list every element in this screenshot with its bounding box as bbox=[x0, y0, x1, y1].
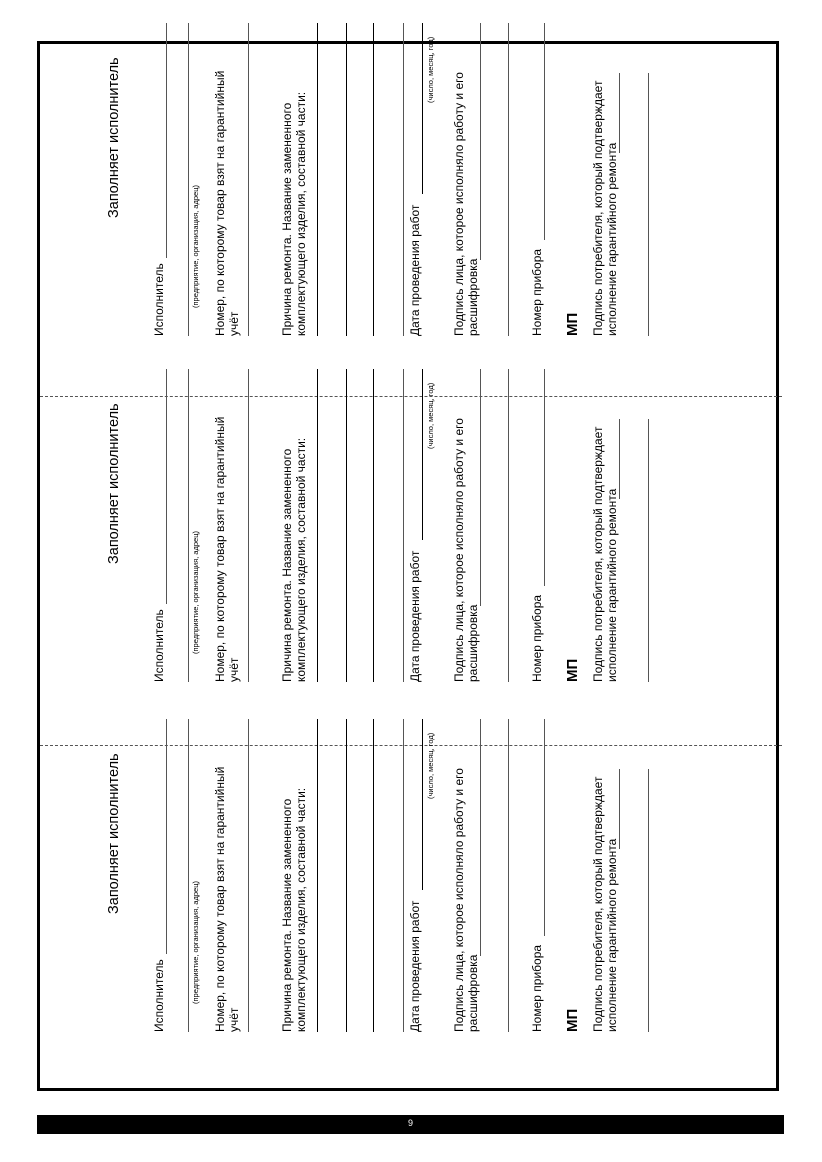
consumer-signature-label: Подпись потребителя, который подтверждает bbox=[591, 80, 605, 336]
stamp-placeholder: МП bbox=[564, 1008, 581, 1032]
repair-reason-field[interactable] bbox=[317, 719, 318, 1032]
repair-reason-field[interactable] bbox=[317, 23, 318, 336]
executor-hint: (предприятие, организация, адрец) bbox=[191, 531, 200, 654]
repair-reason-label: Причина ремонта. Название замененного bbox=[280, 448, 294, 682]
signature-label-2: расшифровка bbox=[466, 954, 480, 1032]
repair-reason-label-2: комплектующего изделия, составной части: bbox=[294, 437, 308, 682]
consumer-signature-label-2: исполнение гарантийного ремонта bbox=[605, 488, 619, 682]
warranty-coupon-sheet bbox=[37, 36, 779, 1091]
consumer-signature-field[interactable] bbox=[619, 73, 620, 153]
consumer-signature-field[interactable] bbox=[619, 419, 620, 499]
warranty-number-field[interactable] bbox=[248, 369, 249, 682]
repair-reason-field-4[interactable] bbox=[403, 23, 404, 336]
repair-reason-field-2[interactable] bbox=[346, 719, 347, 1032]
device-number-field[interactable] bbox=[544, 23, 545, 240]
device-number-label: Номер прибора bbox=[530, 944, 544, 1032]
warranty-number-label: Номер, по которому товар взят на гарантийный bbox=[213, 70, 227, 336]
repair-reason-field-2[interactable] bbox=[346, 23, 347, 336]
executor-field[interactable] bbox=[166, 719, 167, 954]
work-date-field[interactable] bbox=[422, 23, 423, 194]
consumer-signature-label-2: исполнение гарантийного ремонта bbox=[605, 838, 619, 1032]
work-date-hint: (число, месяц, год) bbox=[426, 36, 435, 103]
signature-label-2: расшифровка bbox=[466, 258, 480, 336]
warranty-number-label-2: учёт bbox=[227, 311, 241, 336]
repair-reason-label: Причина ремонта. Название замененного bbox=[280, 798, 294, 1032]
page-footer bbox=[37, 1115, 784, 1134]
repair-reason-label: Причина ремонта. Название замененного bbox=[280, 102, 294, 336]
consumer-signature-field-2[interactable] bbox=[648, 769, 649, 1032]
repair-reason-label-2: комплектующего изделия, составной части: bbox=[294, 787, 308, 1032]
work-date-label: Дата проведения работ bbox=[408, 900, 422, 1032]
warranty-number-field[interactable] bbox=[248, 23, 249, 336]
executor-label: Исполнитель bbox=[152, 263, 166, 336]
work-date-field[interactable] bbox=[422, 719, 423, 890]
signature-field[interactable] bbox=[480, 369, 481, 606]
executor-field[interactable] bbox=[166, 23, 167, 258]
executor-hint: (предприятие, организация, адрец) bbox=[191, 185, 200, 308]
stamp-placeholder: МП bbox=[564, 312, 581, 336]
executor-label: Исполнитель bbox=[152, 609, 166, 682]
consumer-signature-label-2: исполнение гарантийного ремонта bbox=[605, 142, 619, 336]
work-date-hint: (число, месяц, год) bbox=[426, 732, 435, 799]
consumer-signature-field-2[interactable] bbox=[648, 73, 649, 336]
executor-field-2[interactable] bbox=[188, 719, 189, 1032]
signature-field-2[interactable] bbox=[508, 369, 509, 682]
signature-field[interactable] bbox=[480, 23, 481, 260]
executor-field-2[interactable] bbox=[188, 369, 189, 682]
repair-reason-field-2[interactable] bbox=[346, 369, 347, 682]
repair-reason-field-3[interactable] bbox=[373, 369, 374, 682]
signature-field[interactable] bbox=[480, 719, 481, 956]
repair-reason-field-4[interactable] bbox=[403, 369, 404, 682]
signature-label: Подпись лица, которое исполняло работу и его bbox=[452, 72, 466, 336]
executor-field-2[interactable] bbox=[188, 23, 189, 336]
device-number-label: Номер прибора bbox=[530, 594, 544, 682]
device-number-field[interactable] bbox=[544, 719, 545, 936]
stamp-placeholder: МП bbox=[564, 658, 581, 682]
warranty-number-label-2: учёт bbox=[227, 657, 241, 682]
warranty-number-field[interactable] bbox=[248, 719, 249, 1032]
consumer-signature-label: Подпись потребителя, который подтверждает bbox=[591, 426, 605, 682]
cut-line bbox=[40, 396, 782, 397]
warranty-number-label: Номер, по которому товар взят на гарантийный bbox=[213, 416, 227, 682]
consumer-signature-label: Подпись потребителя, который подтверждает bbox=[591, 776, 605, 1032]
device-number-label: Номер прибора bbox=[530, 248, 544, 336]
warranty-number-label: Номер, по которому товар взят на гарантийный bbox=[213, 766, 227, 1032]
executor-hint: (предприятие, организация, адрец) bbox=[191, 881, 200, 1004]
work-date-label: Дата проведения работ bbox=[408, 550, 422, 682]
signature-label: Подпись лица, которое исполняло работу и его bbox=[452, 418, 466, 682]
signature-field-2[interactable] bbox=[508, 719, 509, 1032]
executor-field[interactable] bbox=[166, 369, 167, 604]
consumer-signature-field[interactable] bbox=[619, 769, 620, 849]
repair-reason-field[interactable] bbox=[317, 369, 318, 682]
repair-reason-field-3[interactable] bbox=[373, 719, 374, 1032]
work-date-field[interactable] bbox=[422, 369, 423, 540]
work-date-hint: (число, месяц, год) bbox=[426, 382, 435, 449]
repair-reason-field-4[interactable] bbox=[403, 719, 404, 1032]
coupon-title: Заполняет исполнитель bbox=[106, 753, 122, 914]
coupon-title: Заполняет исполнитель bbox=[106, 57, 122, 218]
warranty-number-label-2: учёт bbox=[227, 1007, 241, 1032]
signature-field-2[interactable] bbox=[508, 23, 509, 336]
consumer-signature-field-2[interactable] bbox=[648, 419, 649, 682]
device-number-field[interactable] bbox=[544, 369, 545, 586]
signature-label: Подпись лица, которое исполняло работу и его bbox=[452, 768, 466, 1032]
work-date-label: Дата проведения работ bbox=[408, 204, 422, 336]
cut-line bbox=[40, 745, 782, 746]
coupon-title: Заполняет исполнитель bbox=[106, 403, 122, 564]
repair-reason-label-2: комплектующего изделия, составной части: bbox=[294, 91, 308, 336]
signature-label-2: расшифровка bbox=[466, 604, 480, 682]
executor-label: Исполнитель bbox=[152, 959, 166, 1032]
repair-reason-field-3[interactable] bbox=[373, 23, 374, 336]
page-number: 9 bbox=[407, 1118, 413, 1128]
